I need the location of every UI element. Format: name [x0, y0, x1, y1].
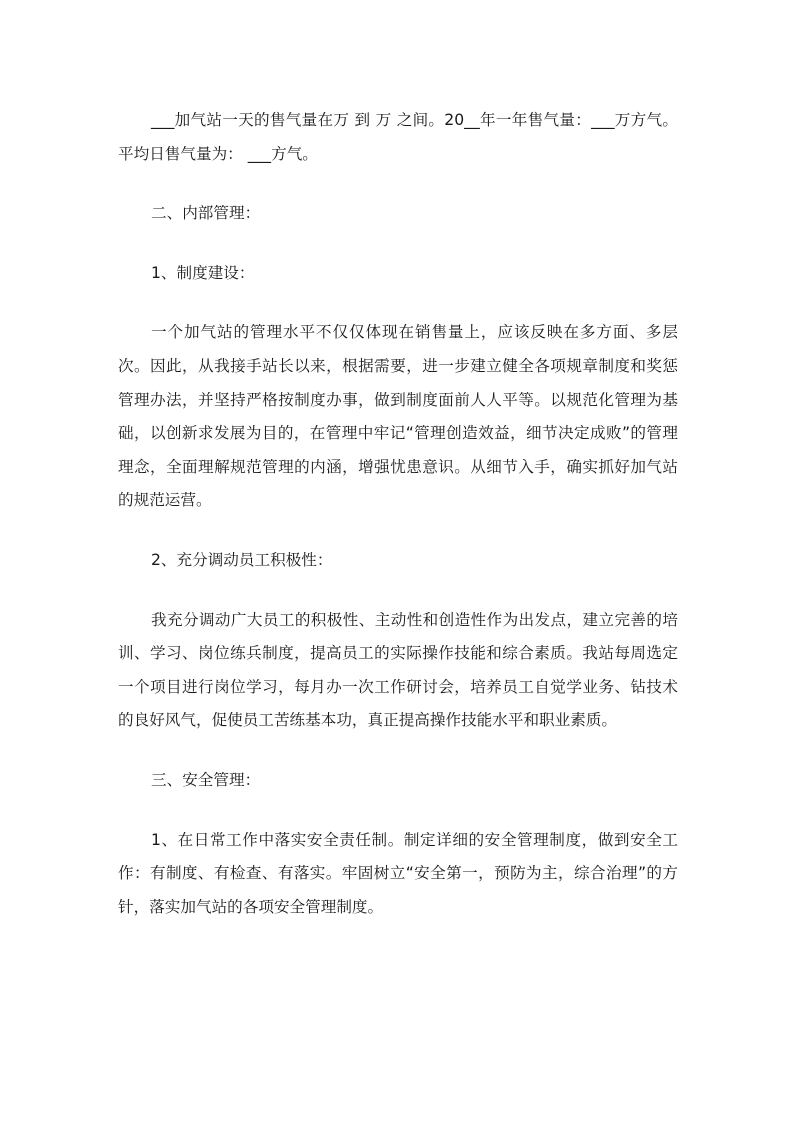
heading-internal-management: 二、内部管理：: [151, 204, 261, 223]
paragraph-safety-responsibility: 1、在日常工作中落实安全责任制。制定详细的安全管理制度，做到安全工作：有制度、有检查、有落实。牢固树立“安全第一，预防为主，综合治理”的方针，落实加气站的各项安全管理制度。: [118, 830, 678, 916]
heading-safety-management: 三、安全管理：: [151, 770, 261, 789]
paragraph-system-construction: 一个加气站的管理水平不仅仅体现在销售量上，应该反映在多方面、多层次。因此，从我接手站长以来，根据需要，进一步建立健全各项规章制度和奖惩管理办法，并坚持严格按制度办事，做到制度面前人人平等。以规范化管理为基础，以创新求发展为目的，在管理中牢记“管理创造效益，细节决定成败”的管理理念，全面理解规范管理的内涵，增强忧患意识。从细节入手，确实抓好加气站的规范运营。: [118, 323, 678, 510]
heading-staff-motivation: 2、充分调动员工积极性：: [151, 550, 333, 569]
paragraph-sales-volume: ___加气站一天的售气量在万 到 万 之间。20__年一年售气量：___万方气。平均日售气量为： ___方气。: [118, 111, 678, 163]
paragraph-staff-motivation: 我充分调动广大员工的积极性、主动性和创造性作为出发点，建立完善的培训、学习、岗位练兵制度，提高员工的实际操作技能和综合素质。我站每周选定一个项目进行岗位学习，每月办一次工作研讨会，培养员工自觉学业务、钻技术的良好风气，促使员工苦练基本功，真正提高操作技能水平和职业素质。: [118, 610, 678, 730]
heading-system-construction: 1、制度建设：: [151, 263, 255, 282]
document-page: [118, 104, 678, 950]
